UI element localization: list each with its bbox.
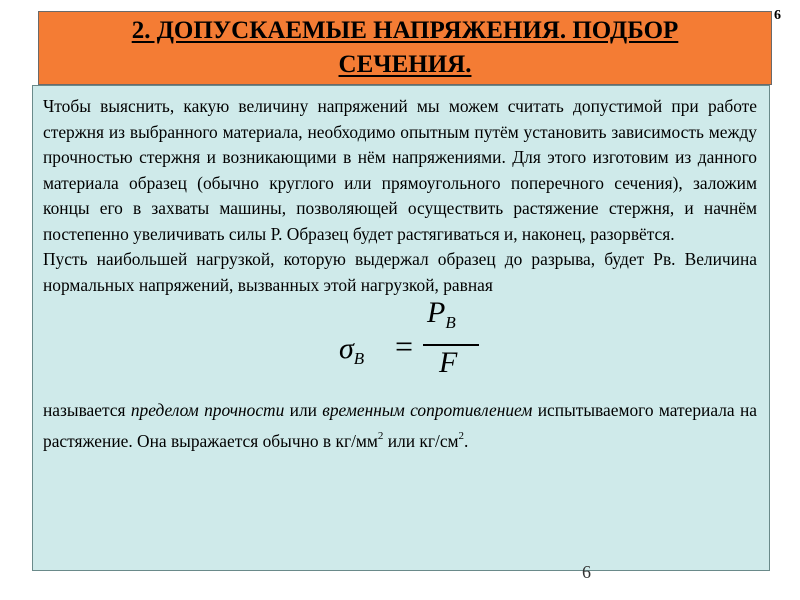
- definition-text-2: или: [284, 400, 323, 420]
- definition-text-4: или кг/см: [383, 430, 459, 451]
- definition-text-3: испытываемого материала на растяжение. Она выражается обычно в кг/мм: [43, 400, 757, 451]
- definition-text-1: называется: [43, 400, 131, 420]
- term-ultimate-strength: пределом прочности: [130, 400, 285, 420]
- numerator-symbol: P: [427, 296, 446, 329]
- slide-number: 6: [774, 8, 781, 23]
- unit-exponent-mm: 2: [377, 429, 384, 442]
- slide-title-banner: [38, 11, 772, 85]
- paragraph-load: Пусть наибольшей нагрузкой, которую выдержал образец до разрыва, будет Рв. Величина нормальных напряжений, вызванных этой нагрузкой, равная: [43, 249, 757, 295]
- sigma-symbol: σ: [339, 332, 354, 365]
- paragraph-intro: Чтобы выяснить, какую величину напряжений мы можем считать допустимой при работе стержня из выбранного материала, необходимо опытным путём установить зависимость между прочностью стержня и возникающими в нём напряжениями. Для этого изготовим из данного материала образец (обычно круглого или прямоугольного поперечного сечения), заложим концы его в захваты машины, позволяющей осуществить растяжение стержня, и начнём постепенно увеличивать силы Р. Образец будет растягиваться и, наконец, разорвётся.: [43, 96, 757, 244]
- definition-text-5: .: [464, 430, 469, 451]
- content-panel: [32, 85, 770, 571]
- formula-denominator: F: [439, 346, 458, 379]
- numerator-subscript: B: [445, 313, 456, 332]
- sigma-subscript: B: [353, 349, 365, 368]
- formula-numerator: [427, 296, 456, 333]
- formula-block: [43, 298, 757, 398]
- term-temporary-resistance: временным сопротивлением: [322, 400, 533, 420]
- unit-exponent-cm: 2: [458, 429, 465, 442]
- footer-page-mark: 6: [582, 562, 591, 582]
- formula-lhs: [339, 332, 364, 369]
- formula-equals: =: [395, 328, 414, 364]
- paragraph-definition: [43, 398, 757, 454]
- slide-title: 2. ДОПУСКАЕМЫЕ НАПРЯЖЕНИЯ. ПОДБОР СЕЧЕНИЯ.: [131, 17, 679, 78]
